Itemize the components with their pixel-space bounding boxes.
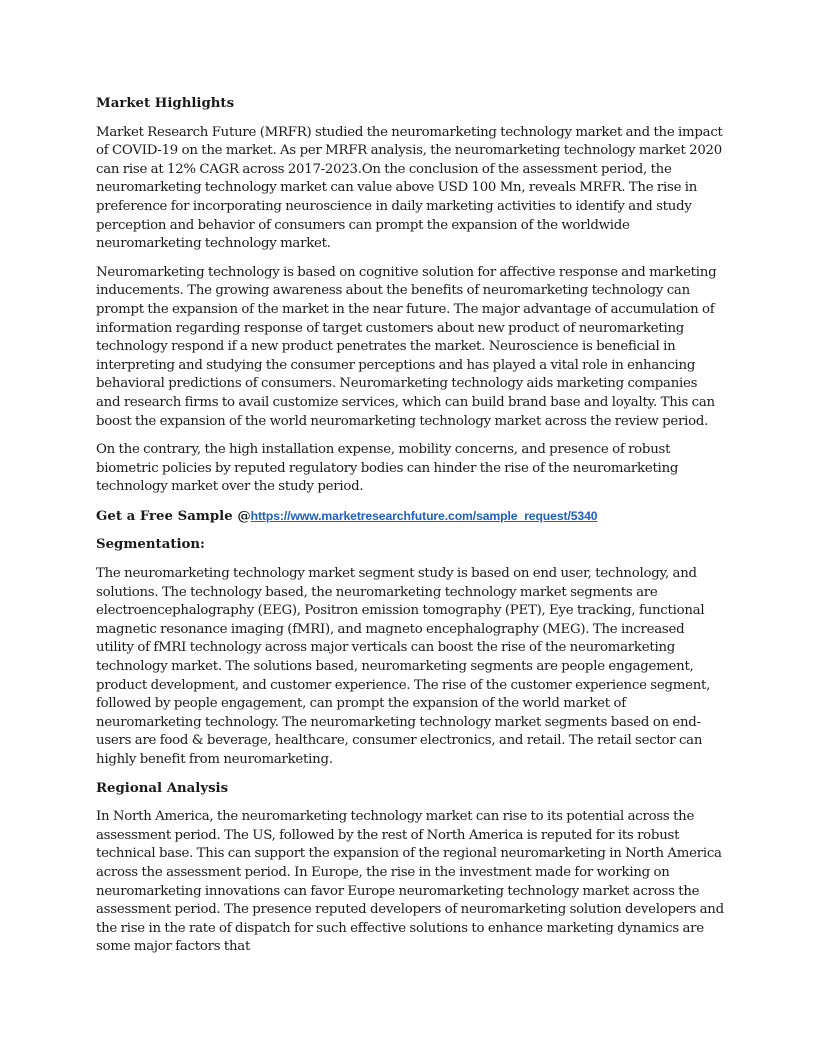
market-highlights-paragraph-1: Market Research Future (MRFR) studied the neuromarketing technology market and the impact of COVID-19 on the market. As per MRFR analysis, the neuromarketing technology market 2020 can rise at 12% CAGR across 2017-2023.On the conclusion of the assessment period, the neuromarketing technology market can value above USD 100 Mn, reveals MRFR. The rise in preference for incorporating neuroscience in daily marketing activities to identify and study perception and behavior of consumers can prompt the expansion of the worldwide neuromarketing technology market. <box>96 124 723 252</box>
segmentation-paragraph: The neuromarketing technology market segment study is based on end user, technology, and solutions. The technology based, the neuromarketing technology market segments are electroencephalography (EEG), Positron emission tomography (PET), Eye tracking, functional magnetic resonance imaging (fMRI), and magneto encephalography (MEG). The increased utility of fMRI technology across major verticals can boost the rise of the neuromarketing technology market. The solutions based, neuromarketing segments are people engagement, product development, and customer experience. The rise of the customer experience segment, followed by people engagement, can prompt the expansion of the world market of neuromarketing technology. The neuromarketing technology market segments based on end-users are food & beverage, healthcare, consumer electronics, and retail. The retail sector can highly benefit from neuromarketing. <box>96 566 711 767</box>
free-sample-line <box>96 507 724 527</box>
document-page <box>96 95 724 967</box>
segmentation-heading: Segmentation: <box>96 537 205 553</box>
market-highlights-heading: Market Highlights <box>96 96 235 111</box>
regional-analysis-paragraph: In North America, the neuromarketing technology market can rise to its potential across the assessment period. The US, followed by the rest of North America is reputed for its robust technical base. This can support the expansion of the regional neuromarketing in North America across the assessment period. In Europe, the rise in the investment made for working on neuromarketing innovations can favor Europe neuromarketing technology market across the assessment period. The presence reputed developers of neuromarketing solution developers and the rise in the rate of dispatch for such effective solutions to enhance marketing dynamics are some major factors that <box>96 809 724 955</box>
regional-analysis-heading: Regional Analysis <box>96 780 229 796</box>
free-sample-label: Get a Free Sample @ <box>96 508 251 524</box>
sample-request-link[interactable]: https://www.marketresearchfuture.com/sample_request/5340 <box>250 508 598 523</box>
market-highlights-paragraph-3: On the contrary, the high installation expense, mobility concerns, and presence of robust biometric policies by reputed regulatory bodies can hinder the rise of the neuromarketing technology market over the study period. <box>96 442 679 495</box>
market-highlights-paragraph-2: Neuromarketing technology is based on cognitive solution for affective response and marketing inducements. The growing awareness about the benefits of neuromarketing technology can prompt the expansion of the market in the near future. The major advantage of accumulation of information regarding response of target customers about new product of neuromarketing technology respond if a new product penetrates the market. Neuroscience is beneficial in interpreting and studying the consumer perceptions and has played a vital role in enhancing behavioral predictions of consumers. Neuromarketing technology aids marketing companies and research firms to avail customize services, which can build brand base and loyalty. This can boost the expansion of the world neuromarketing technology market across the review period. <box>96 264 717 429</box>
